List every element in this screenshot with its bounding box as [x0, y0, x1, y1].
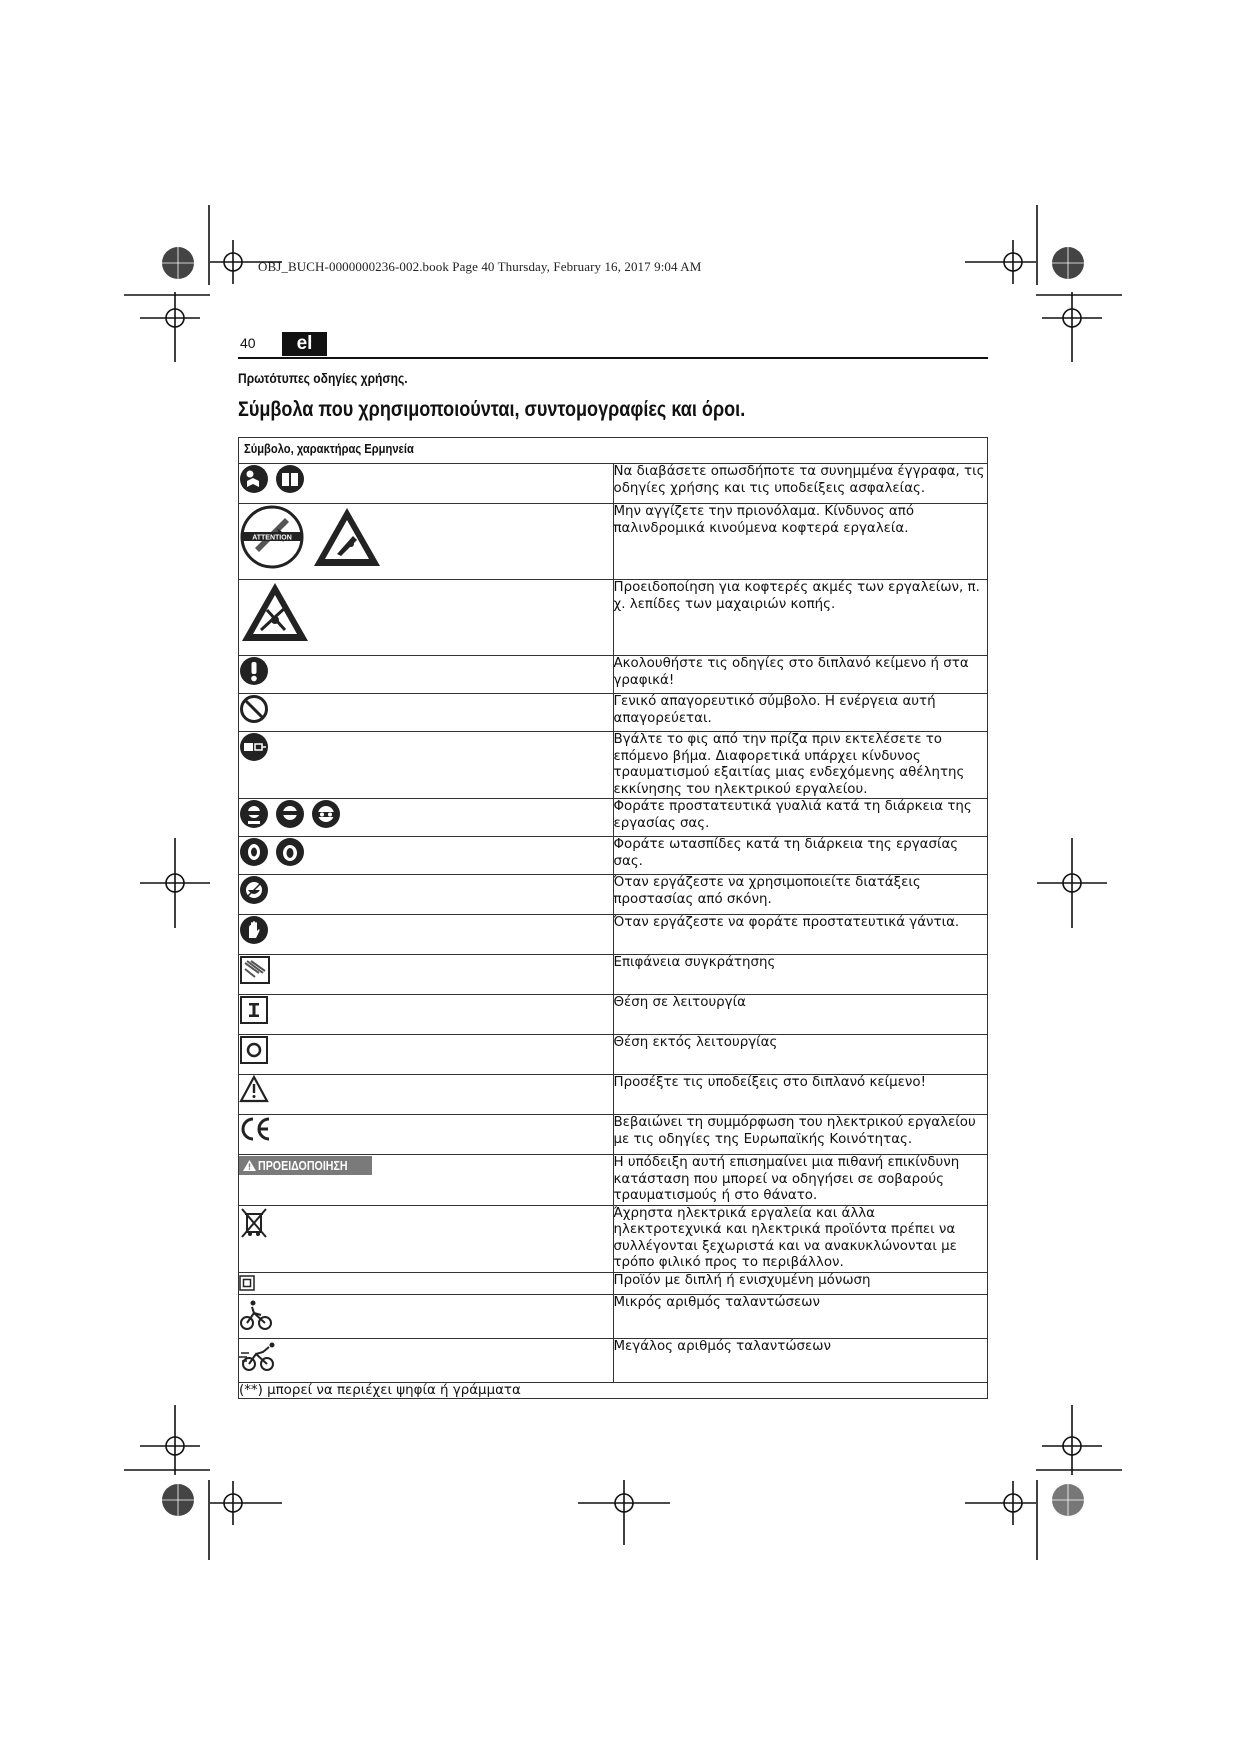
sharp-edges-warning-icon: [239, 580, 311, 644]
section-title: Σύμβολα που χρησιμοποιούνται, συντομογραφίες και όροι.: [238, 398, 746, 421]
weee-bin-icon: [239, 1206, 269, 1240]
mandatory-action-icon: [239, 656, 269, 686]
face-shield-icon: [275, 799, 305, 829]
table-row: [239, 1272, 988, 1294]
attention-saw-blade-icon: [239, 504, 305, 570]
table-header-row: [239, 438, 988, 464]
book-header: OBJ_BUCH-0000000236-002.book Page 40 Thursday, February 16, 2017 9:04 AM: [258, 259, 702, 274]
symbol-cell: [239, 995, 614, 1035]
description-cell: Ακολουθήστε τις οδηγίες στο διπλανό κείμενο ή στα γραφικά!: [613, 656, 988, 694]
symbol-cell: [239, 464, 614, 504]
table-row: [239, 875, 988, 915]
table-row: [239, 1205, 988, 1272]
table-row: [239, 995, 988, 1035]
page-number: 40: [240, 335, 256, 351]
symbol-cell: [239, 875, 614, 915]
ce-mark-icon: [239, 1115, 273, 1143]
symbol-cell: [239, 837, 614, 875]
caution-triangle-icon: [239, 1075, 269, 1103]
table-row: [239, 694, 988, 732]
description-cell: Προειδοποίηση για κοφτερές ακμές των εργαλείων, π. χ. λεπίδες των μαχαιριών κοπής.: [613, 580, 988, 656]
safety-goggles-icon: [311, 799, 341, 829]
warning-badge: [239, 1156, 372, 1175]
symbol-cell: [239, 1115, 614, 1155]
warning-badge-label: ΠΡΟΕΙΔΟΠΟΙΗΣΗ: [258, 1158, 348, 1173]
description-cell: Θέση εκτός λειτουργίας: [613, 1035, 988, 1075]
description-cell: Θέση σε λειτουργία: [613, 995, 988, 1035]
description-cell: Όταν εργάζεστε να φοράτε προστατευτικά γάντια.: [613, 915, 988, 955]
symbol-cell: [239, 1155, 614, 1206]
symbol-cell: [239, 1035, 614, 1075]
description-cell: Άχρηστα ηλεκτρικά εργαλεία και άλλα ηλεκτροτεχνικά και ηλεκτρικά προϊόντα πρέπει να συλλέγονται ξεχωριστά και να ανακυκλώνονται με τρόπο φιλικό προς το περιβάλλον.: [613, 1205, 988, 1272]
warning-triangle-icon: [243, 1160, 256, 1171]
table-row: [239, 464, 988, 504]
description-cell: Γενικό απαγορευτικό σύμβολο. Η ενέργεια αυτή απαγορεύεται.: [613, 694, 988, 732]
symbol-cell: [239, 1294, 614, 1338]
read-manual-icon: [239, 464, 269, 494]
description-cell: Φοράτε προστατευτικά γυαλιά κατά τη διάρκεια της εργασίας σας.: [613, 799, 988, 837]
description-cell: Βεβαιώνει τη συμμόρφωση του ηλεκτρικού εργαλείου με τις οδηγίες της Ευρωπαϊκής Κοινότητας.: [613, 1115, 988, 1155]
description-cell: Μην αγγίζετε την πριονόλαμα. Κίνδυνος από παλινδρομικά κινούμενα κοφτερά εργαλεία.: [613, 504, 988, 580]
table-row: [239, 1294, 988, 1338]
symbol-cell: [239, 732, 614, 799]
unplug-icon: [239, 732, 269, 762]
symbols-table: [238, 437, 988, 1399]
table-row: [239, 1115, 988, 1155]
eye-protection-icon: [239, 799, 269, 829]
table-row: [239, 1338, 988, 1382]
gloves-icon: [239, 915, 269, 945]
table-row: [239, 1035, 988, 1075]
description-cell: Η υπόδειξη αυτή επισημαίνει μια πιθανή επικίνδυνη κατάσταση που μπορεί να οδηγήσει σε σοβαρούς τραυματισμούς ή στο θάνατο.: [613, 1155, 988, 1206]
description-cell: Μεγάλος αριθμός ταλαντώσεων: [613, 1338, 988, 1382]
symbol-cell: [239, 915, 614, 955]
ear-protection-icon: [239, 837, 269, 867]
description-cell: Προσέξτε τις υποδείξεις στο διπλανό κείμενο!: [613, 1075, 988, 1115]
ear-defenders-icon: [275, 837, 305, 867]
description-cell: Να διαβάσετε οπωσδήποτε τα συνημμένα έγγραφα, τις οδηγίες χρήσης και τις υποδείξεις ασφαλείας.: [613, 464, 988, 504]
double-insulation-icon: [239, 1275, 255, 1291]
description-cell: Βγάλτε το φις από την πρίζα πριν εκτελέσετε το επόμενο βήμα. Διαφορετικά υπάρχει κίνδυνος τραυματισμού εξαιτίας μιας ενδεχόμενης αθέλητης εκκίνησης του ηλεκτρικού εργαλείου.: [613, 732, 988, 799]
table-row: [239, 656, 988, 694]
high-oscillation-icon: [239, 1339, 279, 1373]
description-cell: Μικρός αριθμός ταλαντώσεων: [613, 1294, 988, 1338]
symbol-cell: [239, 955, 614, 995]
dust-mask-icon: [239, 875, 269, 905]
description-cell: Φοράτε ωτασπίδες κατά τη διάρκεια της εργασίας σας.: [613, 837, 988, 875]
switch-on-icon: [239, 995, 269, 1025]
section-subtitle: Πρωτότυπες οδηγίες χρήσης.: [238, 370, 408, 386]
description-cell: Όταν εργάζεστε να χρησιμοποιείτε διατάξεις προστασίας από σκόνη.: [613, 875, 988, 915]
language-tab: el: [282, 332, 327, 356]
table-footnote-row: [239, 1382, 988, 1398]
symbol-cell: [239, 1205, 614, 1272]
cutting-hazard-warning-icon: [311, 504, 383, 570]
table-row: [239, 1075, 988, 1115]
table-row: [239, 955, 988, 995]
table-row: [239, 732, 988, 799]
description-cell: Επιφάνεια συγκράτησης: [613, 955, 988, 995]
manual-book-icon: [275, 464, 305, 494]
prohibition-icon: [239, 694, 269, 724]
table-row: [239, 504, 988, 580]
header-rule: [238, 357, 988, 359]
symbol-cell: [239, 799, 614, 837]
symbol-cell: [239, 1338, 614, 1382]
symbol-cell: [239, 1272, 614, 1294]
symbol-cell: [239, 504, 614, 580]
switch-off-icon: [239, 1035, 269, 1065]
table-row: [239, 580, 988, 656]
symbol-cell: [239, 656, 614, 694]
grip-surface-icon: [239, 955, 271, 985]
symbol-cell: [239, 1075, 614, 1115]
table-row: [239, 915, 988, 955]
low-oscillation-icon: [239, 1295, 273, 1331]
table-row: [239, 799, 988, 837]
symbol-cell: [239, 580, 614, 656]
symbol-cell: [239, 694, 614, 732]
table-row: [239, 837, 988, 875]
table-footnote: (**) μπορεί να περιέχει ψηφία ή γράμματα: [239, 1382, 988, 1398]
table-header-label: Σύμβολο, χαρακτήρας Ερμηνεία: [244, 441, 414, 456]
svg-text:ATTENTION: ATTENTION: [252, 534, 292, 542]
description-cell: Προϊόν με διπλή ή ενισχυμένη μόνωση: [613, 1272, 988, 1294]
table-row: [239, 1155, 988, 1206]
table-header: [239, 438, 988, 464]
